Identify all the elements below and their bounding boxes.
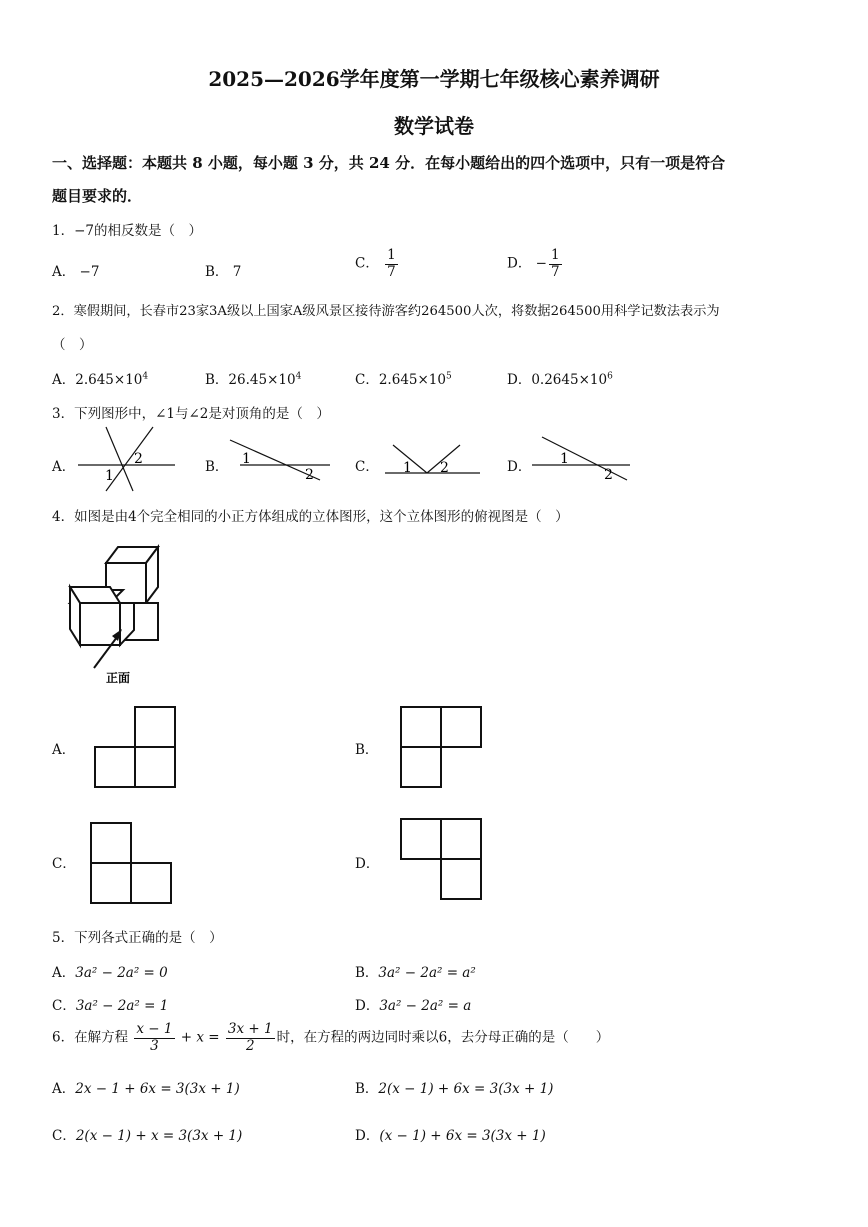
q6-option-d[interactable] — [355, 1124, 546, 1144]
option-value: 2.645×10 — [75, 372, 143, 388]
q1-option-b[interactable] — [205, 260, 241, 280]
angle-1-label: 1 — [242, 451, 251, 467]
exponent: 4 — [295, 371, 302, 382]
front-label: 正面 — [106, 671, 131, 685]
angle-1-label: 1 — [403, 460, 412, 476]
q6-option-b[interactable] — [355, 1077, 553, 1097]
q4-option-b-label[interactable]: B． — [355, 742, 379, 758]
q3-option-a-label[interactable]: A． — [52, 459, 76, 475]
q3-figure-a — [78, 425, 178, 495]
q5-option-c[interactable] — [52, 994, 168, 1014]
angle-2-label: 2 — [604, 467, 613, 483]
option-value: −7 — [79, 264, 100, 280]
option-label: A． — [52, 372, 76, 388]
q3-option-b-label[interactable]: B． — [205, 459, 229, 475]
angle-1-label: 1 — [105, 468, 114, 484]
option-value: 2(x − 1) + x = 3(3x + 1) — [75, 1128, 243, 1144]
option-value: 3a² − 2a² = a² — [378, 965, 476, 981]
option-label: A． — [52, 965, 76, 981]
option-value: 3a² − 2a² = 0 — [75, 965, 168, 981]
option-label: C． — [52, 998, 76, 1014]
option-label: A． — [52, 1081, 76, 1097]
q1-option-d[interactable] — [507, 248, 564, 280]
question-4-stem: 4．如图是由4个完全相同的小正方体组成的立体图形，这个立体图形的俯视图是（ ） — [52, 509, 569, 525]
option-value: 2.645×10 — [378, 372, 446, 388]
exponent: 5 — [445, 371, 452, 382]
q3-figure-c — [385, 440, 485, 480]
option-label: C． — [355, 372, 379, 388]
q4-figure-d — [400, 818, 484, 902]
minus-sign: − — [535, 255, 547, 272]
option-label: C． — [52, 1128, 76, 1144]
question-6-stem — [52, 1022, 609, 1054]
option-label: D． — [355, 1128, 380, 1144]
section-heading-cont: 题目要求的． — [52, 187, 143, 205]
fraction: $\frac{x - 1}{3}$ — [136, 1021, 173, 1054]
option-value: 7 — [232, 264, 242, 280]
option-label: B． — [355, 965, 379, 981]
option-value: 26.45×10 — [228, 372, 296, 388]
question-3-stem: 3．下列图形中，∠1与∠2是对顶角的是（ ） — [52, 406, 330, 422]
option-value: 2(x − 1) + 6x = 3(3x + 1) — [378, 1081, 554, 1097]
option-value: (x − 1) + 6x = 3(3x + 1) — [379, 1128, 546, 1144]
q4-option-c-label[interactable]: C． — [52, 856, 76, 872]
equation-middle: + x = — [180, 1029, 220, 1046]
exam-title: 2025—2026学年度第一学期七年级核心素养调研 — [208, 67, 660, 91]
exam-subtitle: 数学试卷 — [394, 114, 474, 138]
fraction: $\frac{1}{7}$ — [387, 247, 396, 280]
section-heading: 一、选择题：本题共 8 小题，每小题 3 分，共 24 分．在每小题给出的四个选项中，只有一项是符合 — [52, 154, 726, 172]
exponent: 6 — [607, 371, 613, 382]
q4-figure-b — [400, 706, 484, 790]
q6-option-a[interactable] — [52, 1077, 240, 1097]
q2-option-d[interactable] — [507, 368, 613, 388]
angle-2-label: 2 — [440, 460, 449, 476]
q1-option-a[interactable] — [52, 260, 99, 280]
q3-figure-d — [532, 435, 632, 485]
q2-option-b[interactable] — [205, 368, 301, 388]
option-label: B． — [355, 1081, 379, 1097]
q3-option-d-label[interactable]: D． — [507, 459, 532, 475]
option-label: B． — [205, 264, 229, 280]
question-2-stem-cont: （ ） — [52, 337, 93, 353]
option-value: 3a² − 2a² = a — [379, 998, 472, 1014]
option-label: C． — [355, 255, 379, 272]
option-value: 0.2645×10 — [531, 372, 608, 388]
q1-option-c[interactable] — [355, 248, 400, 280]
q6-option-c[interactable] — [52, 1124, 242, 1144]
exponent: 4 — [142, 371, 149, 382]
q4-option-d-label[interactable]: D． — [355, 856, 380, 872]
option-label: D． — [507, 255, 532, 272]
angle-2-label: 2 — [134, 451, 143, 467]
fraction: $\frac{3x + 1}{2}$ — [227, 1021, 273, 1054]
q4-option-a-label[interactable]: A． — [52, 742, 76, 758]
option-label: B． — [205, 372, 229, 388]
angle-1-label: 1 — [560, 451, 569, 467]
q3-figure-b — [230, 435, 330, 485]
q4-solid-figure — [62, 545, 172, 690]
question-1-stem: 1．−7的相反数是（ ） — [52, 223, 202, 239]
q4-figure-a — [94, 706, 178, 790]
option-label: D． — [507, 372, 532, 388]
stem-text: 时，在方程的两边同时乘以6，去分母正确的是（ ） — [276, 1029, 610, 1046]
angle-2-label: 2 — [305, 467, 314, 483]
q2-option-a[interactable] — [52, 368, 148, 388]
q2-option-c[interactable] — [355, 368, 452, 388]
fraction: $\frac{1}{7}$ — [550, 247, 560, 280]
option-value: 2x − 1 + 6x = 3(3x + 1) — [75, 1081, 240, 1097]
stem-text: 6．在解方程 — [52, 1029, 129, 1046]
option-label: A． — [52, 264, 76, 280]
question-2-stem: 2．寒假期间，长春市23家3A级以上国家A级风景区接待游客约264500人次，将数据264500用科学记数法表示为 — [52, 304, 720, 319]
question-5-stem: 5．下列各式正确的是（ ） — [52, 930, 223, 946]
q5-option-b[interactable] — [355, 961, 476, 981]
option-label: D． — [355, 998, 380, 1014]
q5-option-a[interactable] — [52, 961, 168, 981]
q4-figure-c — [90, 822, 174, 906]
q5-option-d[interactable] — [355, 994, 471, 1014]
q3-option-c-label[interactable]: C． — [355, 459, 379, 475]
option-value: 3a² − 2a² = 1 — [75, 998, 169, 1014]
